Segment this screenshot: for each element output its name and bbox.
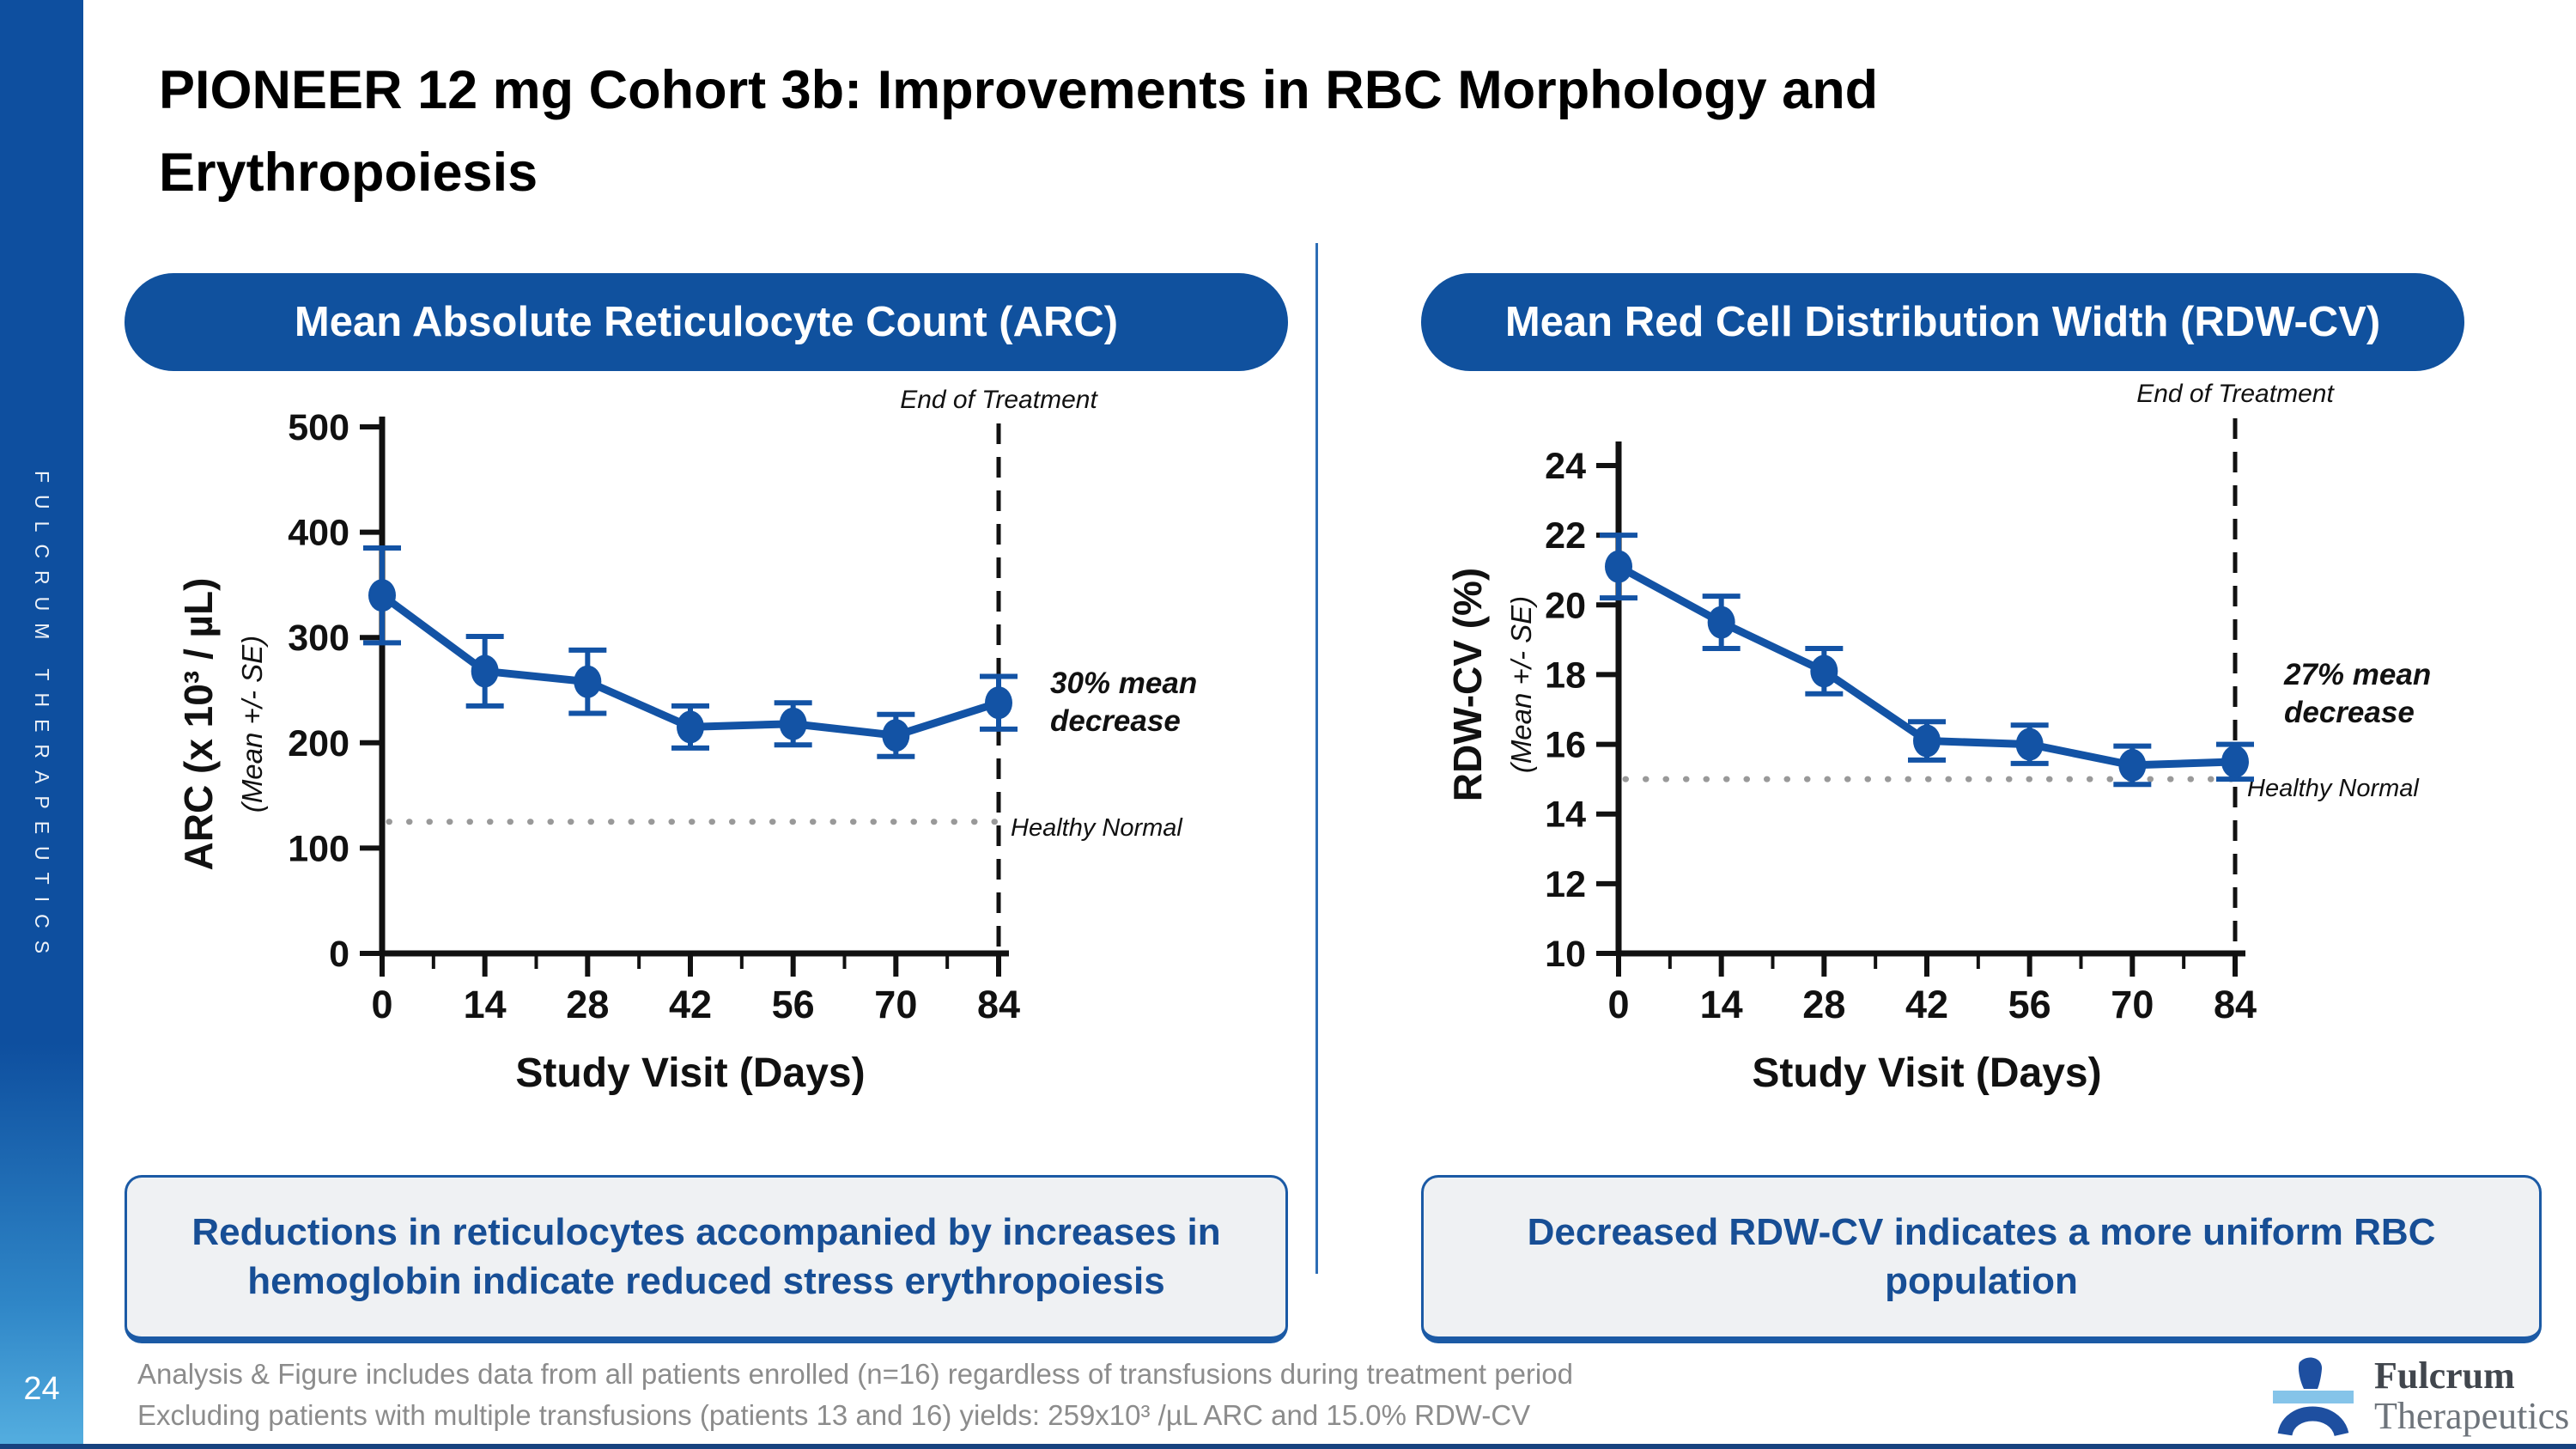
data-series <box>1600 535 2254 784</box>
x-tick-label: 42 <box>1905 983 1949 1026</box>
x-tick-label: 14 <box>463 983 507 1026</box>
x-tick-label: 28 <box>566 983 610 1026</box>
y-tick-label: 100 <box>288 828 349 870</box>
y-tick-label: 500 <box>288 407 349 448</box>
page-number: 24 <box>23 1371 60 1407</box>
healthy-normal-label: Healthy Normal <box>1011 814 1182 842</box>
y-tick-label: 14 <box>1545 794 1586 836</box>
percent-decrease-annotation: decrease <box>1050 704 1181 738</box>
data-point-marker <box>780 708 807 740</box>
x-tick-label: 84 <box>976 983 1021 1026</box>
x-tick-label: 84 <box>2213 983 2257 1026</box>
brand-sidebar <box>0 0 83 1449</box>
percent-decrease-annotation: 27% mean <box>2284 658 2432 691</box>
x-tick-label: 70 <box>874 983 918 1026</box>
arc-line-chart <box>125 374 1327 1151</box>
y-tick-label: 20 <box>1545 585 1586 627</box>
sidebar-vertical-label: FULCRUM THERAPEUTICS <box>31 471 53 966</box>
x-tick-label: 56 <box>771 983 815 1026</box>
fulcrum-logo <box>2271 1355 2569 1437</box>
x-tick-label: 42 <box>668 983 713 1026</box>
fulcrum-logo-text <box>2374 1357 2569 1437</box>
x-axis-title: Study Visit (Days) <box>515 1050 866 1096</box>
rdw-line-chart <box>1421 374 2576 1151</box>
percent-decrease-annotation: 30% mean <box>1050 667 1198 700</box>
end-of-treatment-label: End of Treatment <box>2136 380 2334 408</box>
data-point-marker <box>1605 551 1632 583</box>
callout-rdw: Decreased RDW-CV indicates a more uniform RBC population <box>1421 1175 2542 1343</box>
data-point-marker <box>1810 654 1838 687</box>
data-point-marker <box>1708 606 1735 639</box>
y-tick-label: 16 <box>1545 724 1586 766</box>
data-point-marker <box>574 666 601 698</box>
x-tick-label: 70 <box>2111 983 2154 1026</box>
y-tick-label: 400 <box>288 512 349 554</box>
panel-header-rdw: Mean Red Cell Distribution Width (RDW-CV) <box>1421 273 2464 371</box>
data-point-marker <box>677 710 704 743</box>
panel-header-arc: Mean Absolute Reticulocyte Count (ARC) <box>125 273 1288 371</box>
y-axis-subtitle: (Mean +/- SE) <box>1505 595 1537 774</box>
y-axis-title: ARC (x 10³ / µL) <box>176 577 221 871</box>
x-tick-label: 0 <box>371 983 393 1026</box>
y-tick-label: 18 <box>1545 654 1586 697</box>
y-axis-subtitle: (Mean +/- SE) <box>236 635 268 813</box>
y-tick-label: 12 <box>1545 863 1586 905</box>
callout-arc: Reductions in reticulocytes accompanied by increases in hemoglobin indicate reduced stress erythropoiesis <box>125 1175 1288 1343</box>
logo-line-1: Fulcrum <box>2374 1355 2515 1397</box>
data-point-marker <box>2016 728 2044 761</box>
data-point-marker <box>2118 749 2146 782</box>
y-tick-label: 22 <box>1545 515 1586 557</box>
bottom-accent-strip <box>0 1444 2576 1449</box>
healthy-normal-label: Healthy Normal <box>2247 775 2419 802</box>
y-tick-label: 0 <box>329 934 349 975</box>
logo-line-2: Therapeutics <box>2374 1394 2570 1437</box>
x-tick-label: 0 <box>1607 983 1630 1026</box>
y-tick-label: 200 <box>288 722 349 764</box>
end-of-treatment-label: End of Treatment <box>900 386 1097 414</box>
y-tick-label: 300 <box>288 618 349 660</box>
data-series <box>363 548 1018 757</box>
footnote-line-1: Analysis & Figure includes data from all patients enrolled (n=16) regardless of transfusions during treatment period <box>137 1358 1573 1390</box>
data-point-marker <box>2221 746 2249 778</box>
data-point-marker <box>1913 725 1941 758</box>
x-tick-label: 56 <box>2008 983 2051 1026</box>
y-tick-label: 10 <box>1545 934 1586 975</box>
x-tick-label: 28 <box>1802 983 1846 1026</box>
percent-decrease-annotation: decrease <box>2284 696 2415 729</box>
y-axis-title: RDW-CV (%) <box>1445 567 1490 802</box>
fulcrum-logo-icon <box>2271 1355 2357 1436</box>
data-point-marker <box>471 654 499 687</box>
data-point-marker <box>985 686 1012 719</box>
slide-title: PIONEER 12 mg Cohort 3b: Improvements in RBC Morphology and Erythropoiesis <box>159 60 1879 203</box>
data-point-marker <box>882 719 909 752</box>
footnote-line-2: Excluding patients with multiple transfusions (patients 13 and 16) yields: 259x10³ /µL ARC and 15.0% RDW-CV <box>137 1398 1531 1431</box>
footnotes <box>137 1354 1573 1436</box>
y-tick-label: 24 <box>1545 446 1586 487</box>
x-axis-title: Study Visit (Days) <box>1752 1050 2102 1096</box>
x-tick-label: 14 <box>1699 983 1743 1026</box>
data-point-marker <box>368 579 396 612</box>
